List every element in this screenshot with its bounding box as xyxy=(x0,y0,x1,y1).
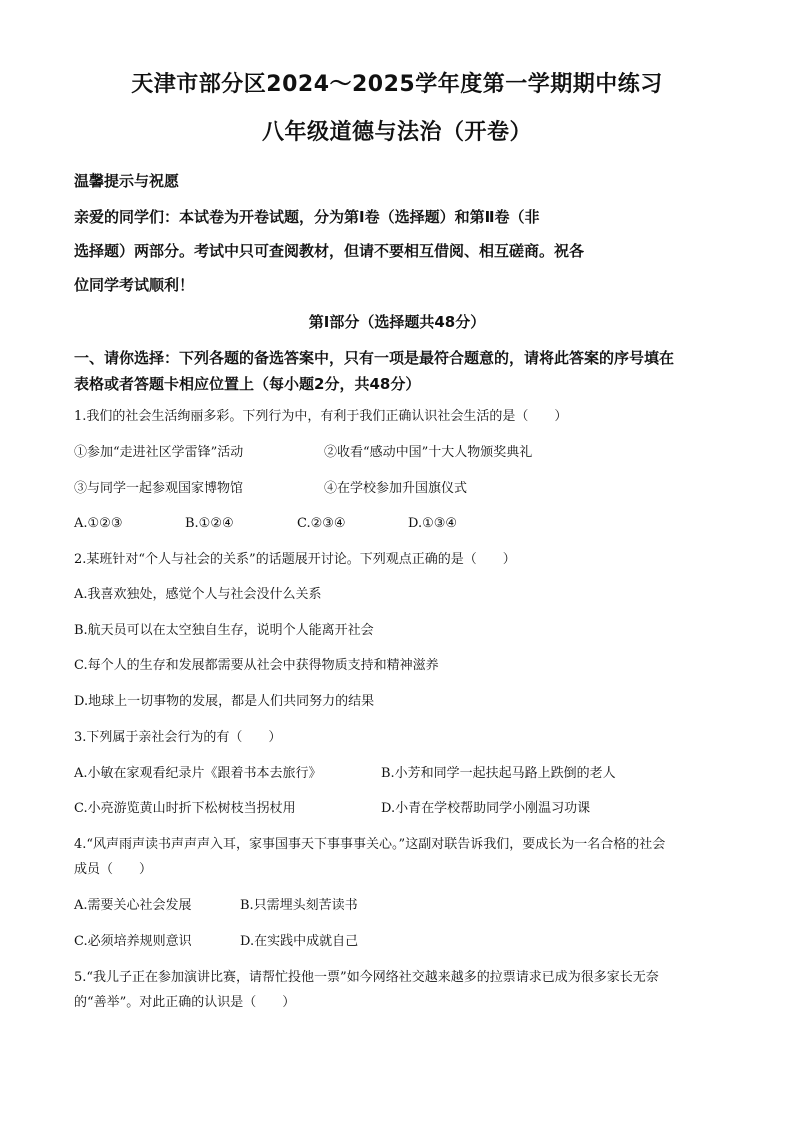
tips-heading: 温馨提示与祝愿 xyxy=(74,172,180,190)
q1-item-1: ①参加“走进社区学雷锋”活动 xyxy=(74,445,244,460)
q4-option-b: B.只需埋头刻苦读书 xyxy=(240,898,358,913)
tips-line-1: 亲爱的同学们：本试卷为开卷试题，分为第Ⅰ卷（选择题）和第Ⅱ卷（非 xyxy=(74,208,540,226)
q5-stem-line-2: 的“善举”。对此正确的认识是（ ） xyxy=(74,995,296,1010)
q2-option-d: D.地球上一切事物的发展，都是人们共同努力的结果 xyxy=(74,694,375,709)
q2-option-c: C.每个人的生存和发展都需要从社会中获得物质支持和精神滋养 xyxy=(74,658,439,673)
q1-option-c: C.②③④ xyxy=(297,516,346,531)
q4-stem-line-2: 成员（ ） xyxy=(74,862,153,877)
q1-item-3: ③与同学一起参观国家博物馆 xyxy=(74,481,244,496)
q3-option-b: B.小芳和同学一起扶起马路上跌倒的老人 xyxy=(381,766,616,781)
q1-option-a: A.①②③ xyxy=(74,516,123,531)
q4-option-c: C.必须培养规则意识 xyxy=(74,934,192,949)
part1-heading: 第Ⅰ部分（选择题共48分） xyxy=(308,313,486,331)
q2-stem: 2.某班针对“个人与社会的关系”的话题展开讨论。下列观点正确的是（ ） xyxy=(74,552,516,567)
q2-option-b: B.航天员可以在太空独自生存，说明个人能离开社会 xyxy=(74,623,374,638)
exam-subtitle: 八年级道德与法治（开卷） xyxy=(261,120,532,145)
exam-title: 天津市部分区2024～2025学年度第一学期期中练习 xyxy=(131,72,663,97)
q3-option-d: D.小青在学校帮助同学小刚温习功课 xyxy=(381,801,591,816)
tips-line-2: 选择题）两部分。考试中只可查阅教材，但请不要相互借阅、相互磋商。祝各 xyxy=(74,242,585,260)
q1-item-2: ②收看“感动中国”十大人物颁奖典礼 xyxy=(324,445,533,460)
q3-option-a: A.小敏在家观看纪录片《跟着书本去旅行》 xyxy=(74,766,322,781)
q1-stem: 1.我们的社会生活绚丽多彩。下列行为中，有利于我们正确认识社会生活的是（ ） xyxy=(74,409,568,424)
q3-option-c: C.小亮游览黄山时折下松树枝当拐杖用 xyxy=(74,801,296,816)
q2-option-a: A.我喜欢独处，感觉个人与社会没什么关系 xyxy=(74,587,322,602)
q3-stem: 3.下列属于亲社会行为的有（ ） xyxy=(74,730,282,745)
tips-line-3: 位同学考试顺利！ xyxy=(74,276,195,294)
q1-item-4: ④在学校参加升国旗仪式 xyxy=(324,481,468,496)
q1-option-b: B.①②④ xyxy=(185,516,234,531)
q4-stem-line-1: 4.“风声雨声读书声声声入耳，家事国事天下事事事关心。”这副对联告诉我们，要成长为一名合格的社会 xyxy=(74,837,666,852)
q1-option-d: D.①③④ xyxy=(408,516,458,531)
q4-option-a: A.需要关心社会发展 xyxy=(74,898,192,913)
q4-option-d: D.在实践中成就自己 xyxy=(240,934,359,949)
section-instruction-line-2: 表格或者答题卡相应位置上（每小题2分，共48分） xyxy=(74,375,421,393)
q5-stem-line-1: 5.“我儿子正在参加演讲比赛，请帮忙投他一票”如今网络社交越来越多的拉票请求已成为很多家长无奈 xyxy=(74,970,659,985)
section-instruction-line-1: 一、请你选择：下列各题的备选答案中，只有一项是最符合题意的，请将此答案的序号填在 xyxy=(74,349,675,367)
